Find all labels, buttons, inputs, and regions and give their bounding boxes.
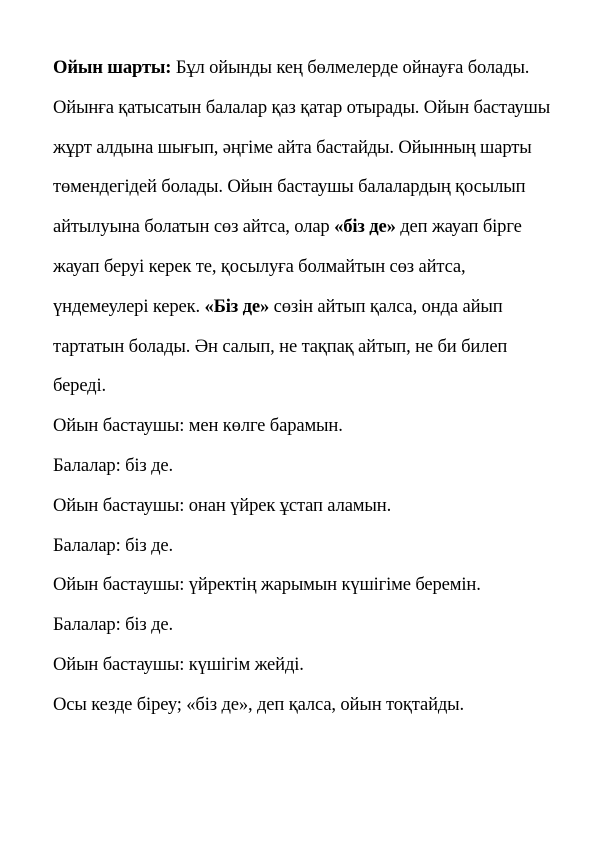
closing-line: Осы кезде біреу; «біз де», деп қалса, ойын тоқтайды. [53, 693, 465, 715]
document-body [53, 48, 563, 725]
rules-text-3: сөзін айтып қалса, онда айып тартатын болады. Ән салып, не тақпақ айтып, не би билеп береді. [53, 295, 508, 397]
dialogue-line-leader: Ойын бастаушы: үйректің жарымын күшігіме беремін. [53, 574, 481, 596]
dialogue-line-leader: Ойын бастаушы: мен көлге барамын. [53, 415, 343, 437]
rules-bold-answer-1: «біз де» [334, 216, 396, 238]
dialogue-line-leader: Ойын бастаушы: күшігім жейді. [53, 653, 304, 675]
rules-bold-answer-2: «Біз де» [204, 295, 270, 317]
rules-heading: Ойын шарты: [53, 57, 172, 78]
dialogue-line-children: Балалар: біз де. [53, 454, 174, 476]
rules-text-2: деп жауап бірге жауап беруі керек те, қосылуға болмайтын сөз айтса, үндемеулері керек. [53, 216, 522, 317]
rules-text-1: Бұл ойынды кең бөлмелерде ойнауға болады. Ойынға қатысатын балалар қаз қатар отырады. Ойын бастаушы жұрт алдына шығып, әңгіме айта бастайды. Ойынның шарты төмендегідей болады. Ойын бастаушы балалардың қосылып айтылуына болатын сөз айтса, олар [53, 57, 551, 238]
dialogue-line-children: Балалар: біз де. [53, 614, 174, 636]
dialogue-line-children: Балалар: біз де. [53, 534, 174, 556]
rules-paragraph [53, 48, 563, 406]
dialogue-line-leader: Ойын бастаушы: онан үйрек ұстап аламын. [53, 494, 392, 516]
